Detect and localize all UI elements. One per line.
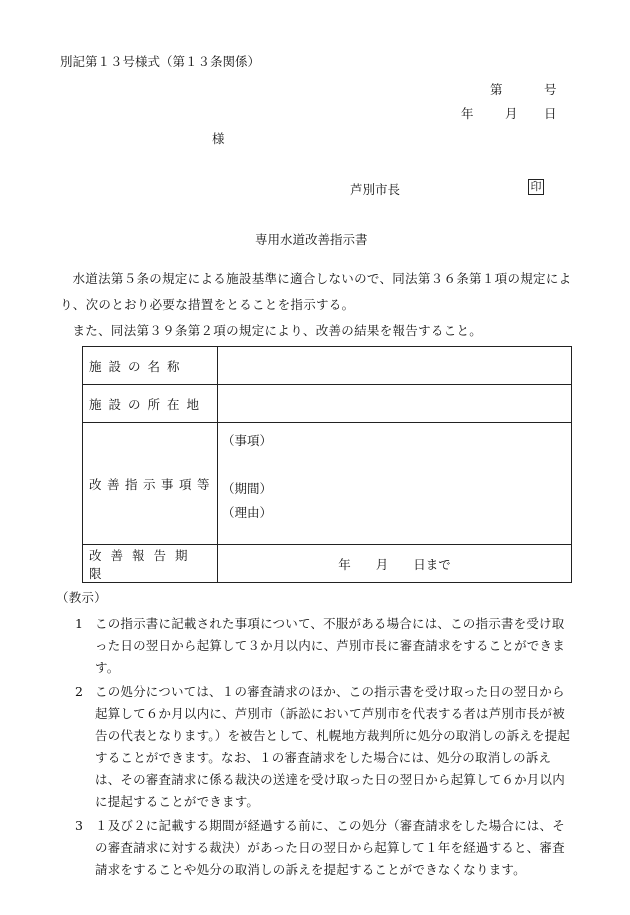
notes-heading: （教示） (56, 590, 107, 605)
label-facility-location: 施設の所在地 (83, 385, 218, 423)
body-paragraph-1: 水道法第５条の規定による施設基準に適合しないので、同法第３６条第１項の規定により、次のとおり必要な措置をとることを指示する。 (60, 271, 572, 312)
period-label: （期間） (222, 481, 273, 496)
value-instructions (218, 423, 572, 545)
issuer-title: 芦別市長 (350, 182, 401, 197)
body-paragraph-2: また、同法第３９条第２項の規定により、改善の結果を報告すること。 (72, 323, 483, 338)
note-text: １及び２に記載する期間が経過する前に、この処分（審査請求をした場合には、その審査請求に対する裁決）があった日の翌日から起算して１年を経過すると、審査請求をすることや処分の取消しの訴えを提起することができなくなります。 (95, 818, 565, 877)
matter-label: （事項） (222, 433, 273, 448)
form-number: 別記第１３号様式（第１３条関係） (60, 54, 261, 69)
notes-section (56, 587, 575, 883)
note-item (60, 613, 575, 679)
date-day: 日 (544, 106, 557, 121)
document-title: 専用水道改善指示書 (255, 232, 368, 247)
note-number: 3 (75, 818, 84, 833)
label-report-deadline: 改善報告期限 (83, 545, 218, 583)
reason-label: （理由） (222, 505, 273, 520)
label-instructions: 改善指示事項等 (83, 423, 218, 545)
date-year: 年 (461, 106, 474, 121)
table-row (83, 385, 572, 423)
body-text (60, 266, 575, 344)
table-row (83, 423, 572, 545)
recipient-suffix: 様 (212, 131, 225, 146)
note-item (60, 815, 575, 881)
doc-number-dai: 第 (490, 82, 503, 97)
seal-icon: 印 (528, 179, 544, 195)
note-number: 1 (75, 616, 84, 631)
note-item (60, 681, 575, 813)
note-text: この指示書に記載された事項について、不服がある場合には、この指示書を受け取った日の翌日から起算して３か月以内に、芦別市長に審査請求をすることができます。 (95, 616, 565, 675)
table-row (83, 347, 572, 385)
value-facility-name (218, 347, 572, 385)
doc-number-go: 号 (544, 82, 557, 97)
matter-spacer (222, 453, 571, 477)
note-text: この処分については、１の審査請求のほか、この指示書を受け取った日の翌日から起算して６か月以内に、芦別市（訴訟において芦別市を代表する者は芦別市長が被告の代表となります。）を被告として、札幌地方裁判所に処分の取消しの訴えを提起することができます。なお、１の審査請求をした場合には、処分の取消しの訴えは、その審査請求に係る裁決の送達を受け取った日の翌日から起算して６か月以内に提起することができます。 (95, 684, 571, 809)
table-row (83, 545, 572, 583)
note-number: 2 (75, 684, 84, 699)
instruction-table (82, 346, 572, 583)
seal-mark (528, 178, 544, 195)
label-facility-name: 施設の名称 (83, 347, 218, 385)
value-facility-location (218, 385, 572, 423)
date-month: 月 (505, 106, 518, 121)
value-report-deadline: 年 月 日まで (218, 545, 572, 583)
